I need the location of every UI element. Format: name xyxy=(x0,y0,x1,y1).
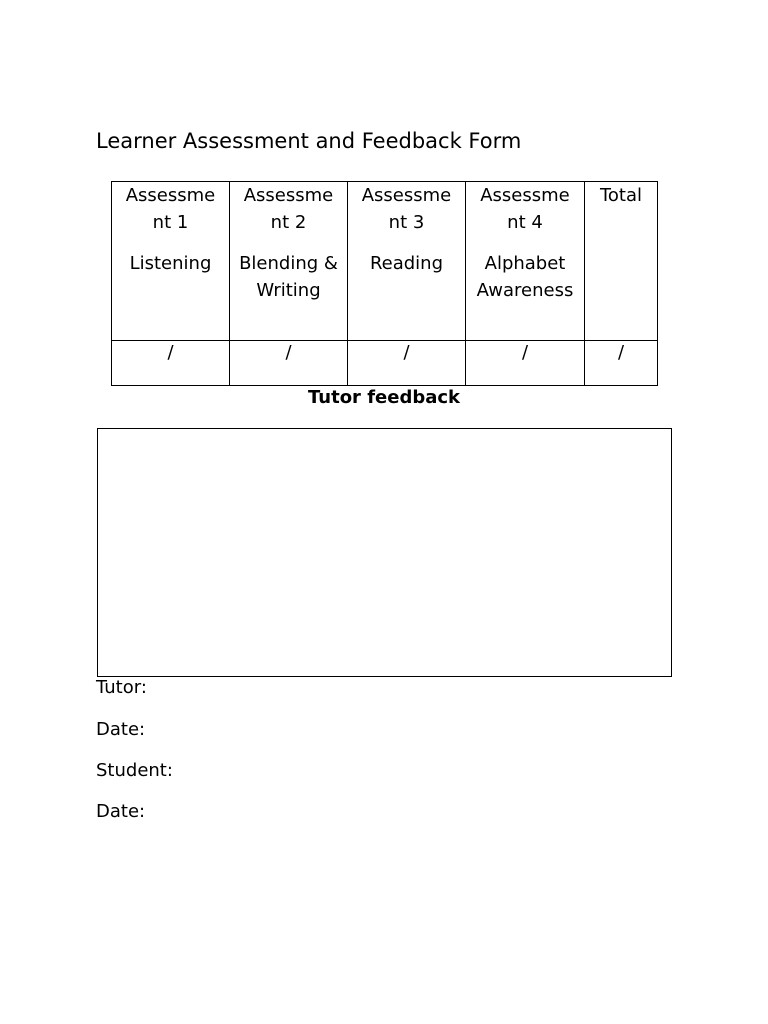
assessment-2-header-cell xyxy=(230,182,348,341)
assessment-3-header-cell xyxy=(348,182,466,341)
tutor-feedback-heading: Tutor feedback xyxy=(307,387,461,408)
assessment-4-header-cell xyxy=(466,182,585,341)
assessment-1-title: Assessment 1 xyxy=(125,185,216,233)
tutor-label: Tutor: xyxy=(96,677,147,698)
score-row xyxy=(112,341,658,386)
student-date-label: Date: xyxy=(96,801,146,822)
assessment-4-score[interactable]: / xyxy=(466,341,585,386)
assessment-3-skill: Reading xyxy=(369,253,444,274)
assessment-4-skill: Alphabet Awareness xyxy=(476,253,574,301)
assessment-1-header-cell xyxy=(112,182,230,341)
tutor-date-label: Date: xyxy=(96,719,146,740)
total-header-cell xyxy=(585,182,658,341)
total-title: Total xyxy=(599,185,643,206)
assessment-2-score[interactable]: / xyxy=(230,341,348,386)
student-label: Student: xyxy=(96,760,173,781)
assessment-1-skill: Listening xyxy=(129,253,212,274)
assessment-table xyxy=(111,181,658,386)
assessment-header-row xyxy=(112,182,658,341)
assessment-3-title: Assessment 3 xyxy=(361,185,452,233)
assessment-1-score[interactable]: / xyxy=(112,341,230,386)
assessment-4-title: Assessment 4 xyxy=(480,185,570,233)
total-score[interactable]: / xyxy=(585,341,658,386)
page-title: Learner Assessment and Feedback Form xyxy=(96,129,522,153)
assessment-3-score[interactable]: / xyxy=(348,341,466,386)
tutor-feedback-box[interactable] xyxy=(97,428,672,677)
assessment-2-skill: Blending & Writing xyxy=(239,253,338,301)
assessment-2-title: Assessment 2 xyxy=(243,185,334,233)
